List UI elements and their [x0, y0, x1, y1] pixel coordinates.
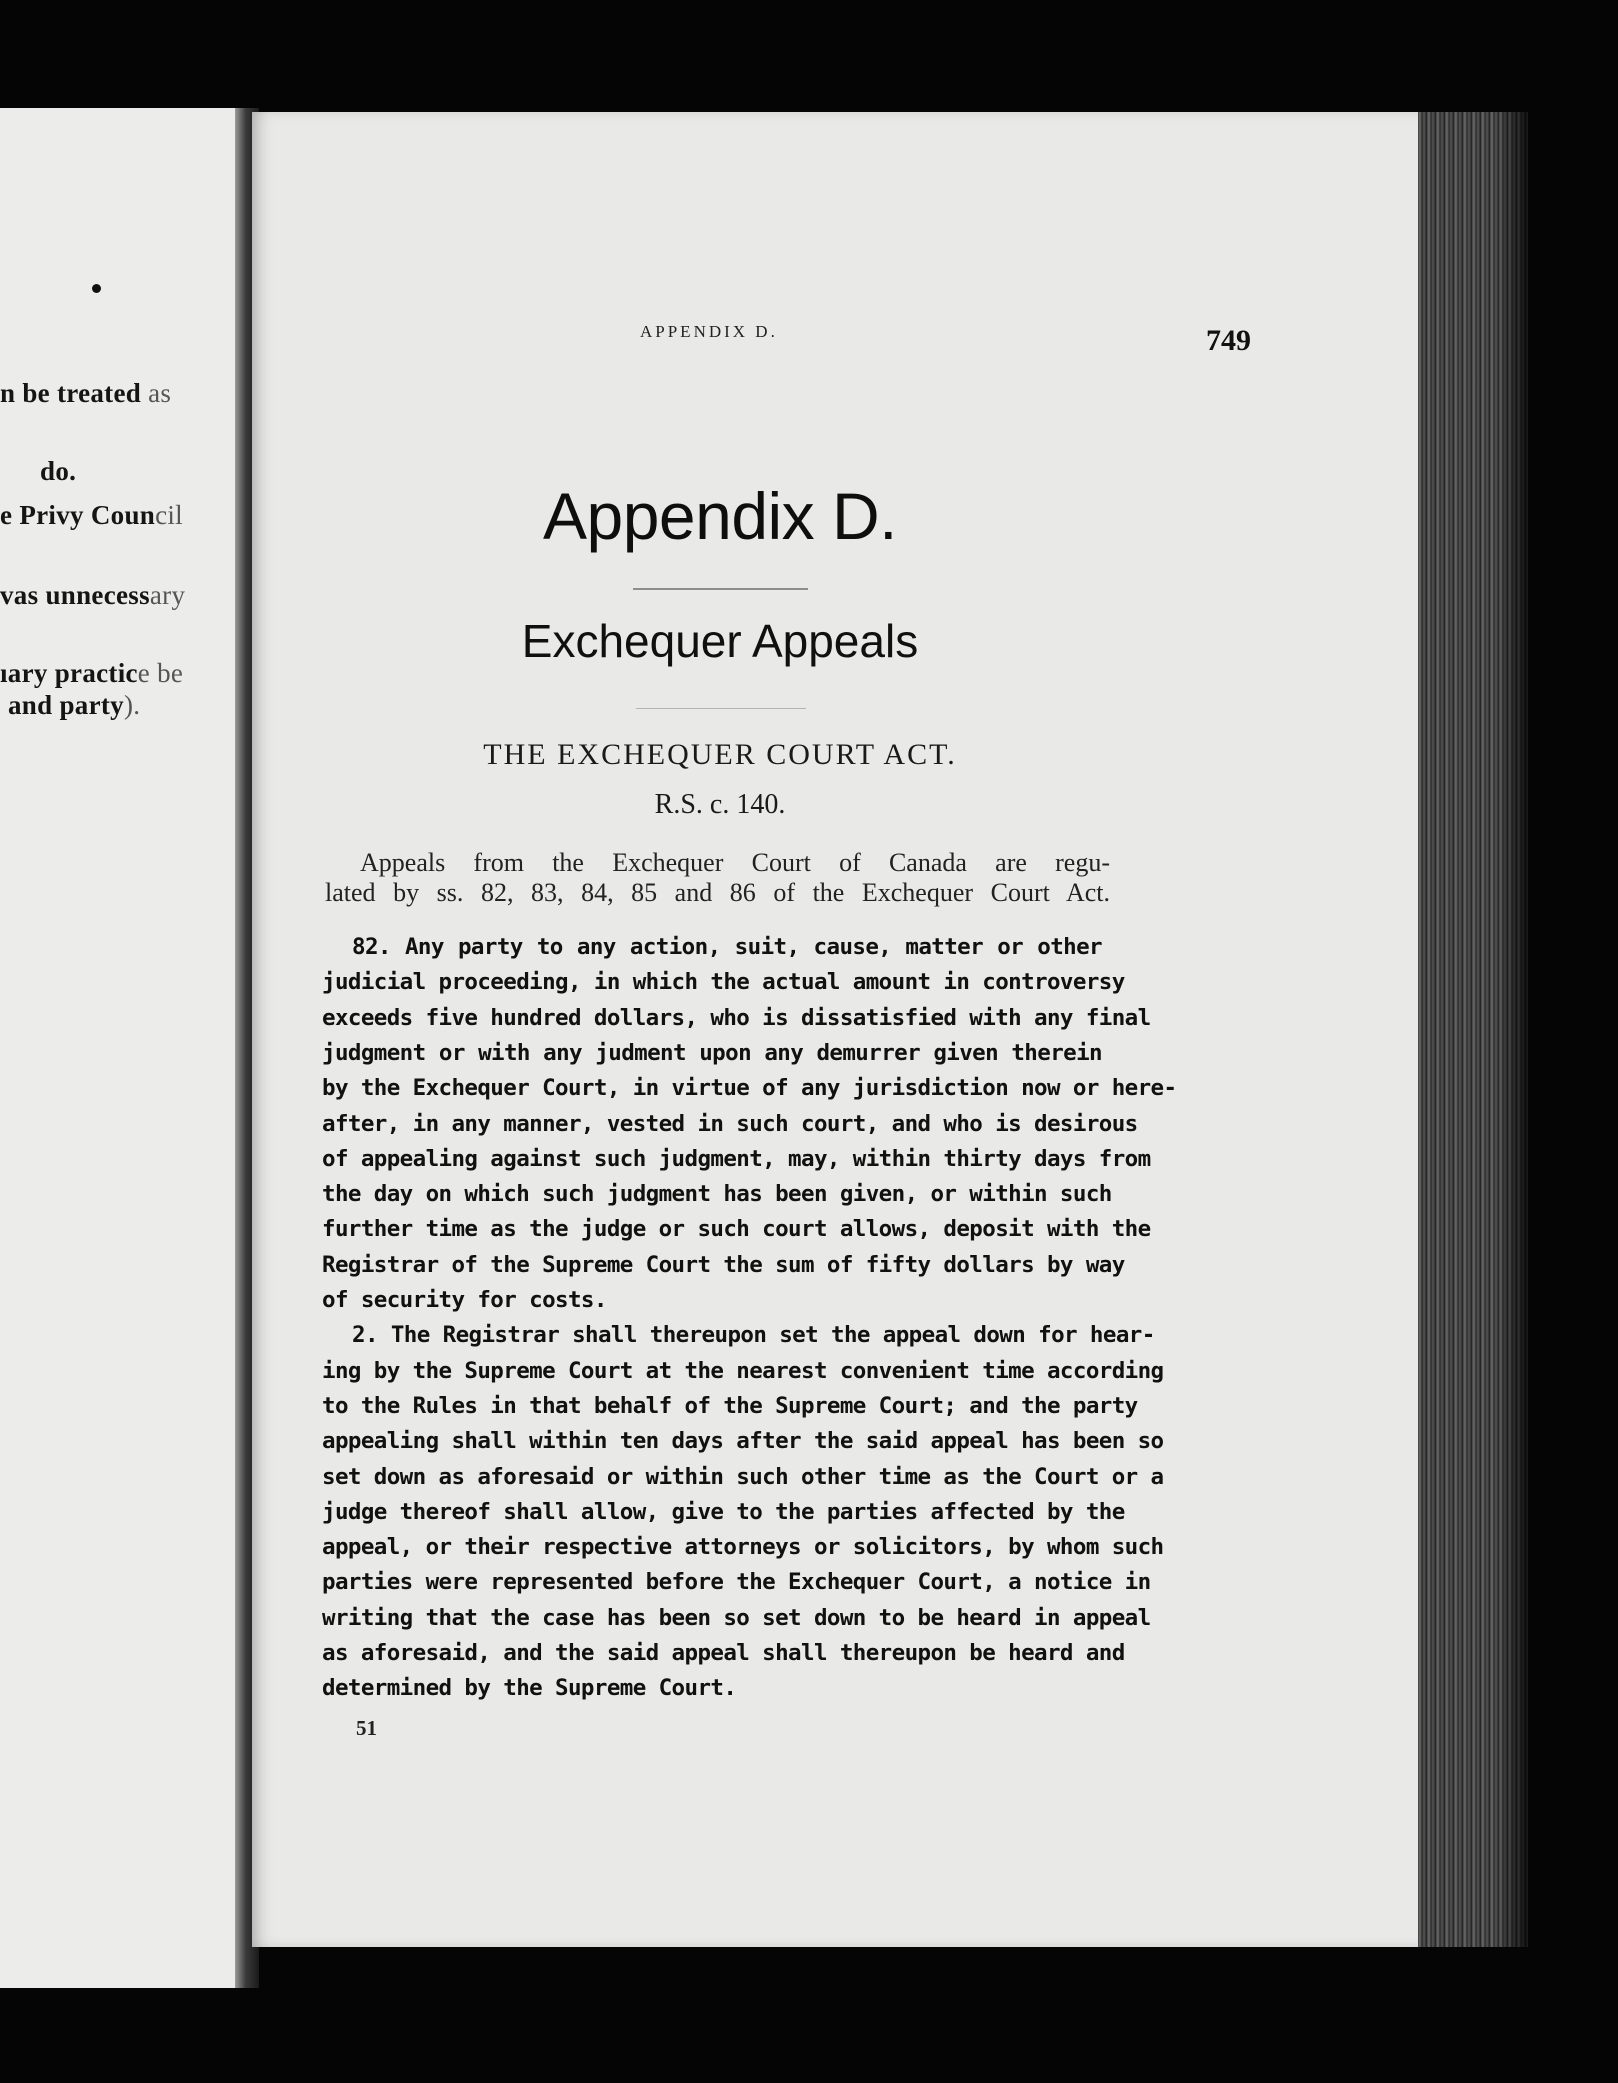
previous-page-line-faint: cil — [155, 500, 183, 530]
body-line: parties were represented before the Exchequer Court, a notice in — [322, 1569, 1151, 1596]
previous-page-line-faint: as — [141, 378, 172, 408]
page-edges-shadow — [1500, 112, 1528, 1947]
previous-page-line-bold: and party — [8, 690, 124, 720]
previous-page-line — [0, 378, 171, 409]
body-line: determined by the Supreme Court. — [322, 1675, 737, 1702]
title-rule — [633, 588, 808, 590]
appendix-title: Appendix D. — [542, 479, 898, 553]
page-number: 749 — [1206, 324, 1251, 357]
previous-page-line-faint: ary — [149, 580, 186, 610]
body-line: further time as the judge or such court allows, deposit with the — [322, 1216, 1151, 1243]
body-line: as aforesaid, and the said appeal shall thereupon be heard and — [322, 1640, 1125, 1666]
body-line: by the Exchequer Court, in virtue of any jurisdiction now or here- — [322, 1075, 1177, 1102]
signature-mark: 51 — [356, 1716, 377, 1740]
body-line: the day on which such judgment has been given, or within such — [322, 1181, 1112, 1208]
body-line: set down as aforesaid or within such other time as the Court or a — [322, 1463, 1164, 1490]
previous-page-line-bold: do. — [40, 456, 77, 486]
previous-page-line-faint: ). — [123, 690, 141, 720]
body-line: writing that the case has been so set down to be heard in appeal — [322, 1604, 1151, 1631]
previous-page-line — [0, 658, 183, 689]
running-head: APPENDIX D. — [640, 322, 778, 341]
previous-page-line-bold: e Privy Coun — [0, 500, 156, 530]
subtitle-rule — [636, 708, 806, 709]
body-line: of security for costs. — [322, 1287, 607, 1313]
act-title: THE EXCHEQUER COURT ACT. — [483, 738, 957, 771]
body-line: of appealing against such judgment, may, within thirty days from — [322, 1145, 1151, 1172]
body-line: after, in any manner, vested in such court, and who is desirous — [322, 1110, 1138, 1137]
previous-page-line — [8, 690, 140, 721]
body-line: Registrar of the Supreme Court the sum of fifty dollars by way — [322, 1251, 1125, 1278]
body-line: judge thereof shall allow, give to the parties affected by the — [322, 1498, 1125, 1525]
body-line: appeal, or their respective attorneys or solicitors, by whom such — [322, 1534, 1164, 1561]
previous-page-line-faint: e be — [137, 658, 184, 688]
body-line: judgment or with any judment upon any demurrer given therein — [322, 1039, 1102, 1066]
act-citation: R.S. c. 140. — [654, 789, 786, 820]
body-line: to the Rules in that behalf of the Supreme Court; and the party — [322, 1392, 1138, 1419]
previous-page-line — [0, 500, 183, 531]
previous-page-line-bold: ıary practic — [0, 658, 138, 688]
intro-line: lated by ss. 82, 83, 84, 85 and 86 of the Exchequer Court Act. — [325, 878, 1110, 907]
intro-line: Appeals from the Exchequer Court of Canada are regu- — [360, 848, 1110, 877]
body-line: ing by the Supreme Court at the nearest convenient time according — [322, 1357, 1164, 1384]
body-line: exceeds five hundred dollars, who is dissatisfied with any final — [322, 1004, 1151, 1031]
body-line: 2. The Registrar shall thereupon set the appeal down for hear- — [352, 1322, 1155, 1349]
previous-page-line-bold: vas unnecess — [0, 580, 150, 610]
body-line: 82. Any party to any action, suit, cause, matter or other — [352, 934, 1102, 960]
previous-page-line — [40, 456, 76, 487]
appendix-subtitle: Exchequer Appeals — [521, 615, 919, 667]
previous-page-line — [0, 580, 185, 611]
previous-page-line-bold: n be treated — [0, 378, 142, 408]
ink-dot — [92, 284, 101, 293]
body-line: judicial proceeding, in which the actual amount in controversy — [322, 969, 1125, 996]
body-line: appealing shall within ten days after the said appeal has been so — [322, 1428, 1164, 1455]
